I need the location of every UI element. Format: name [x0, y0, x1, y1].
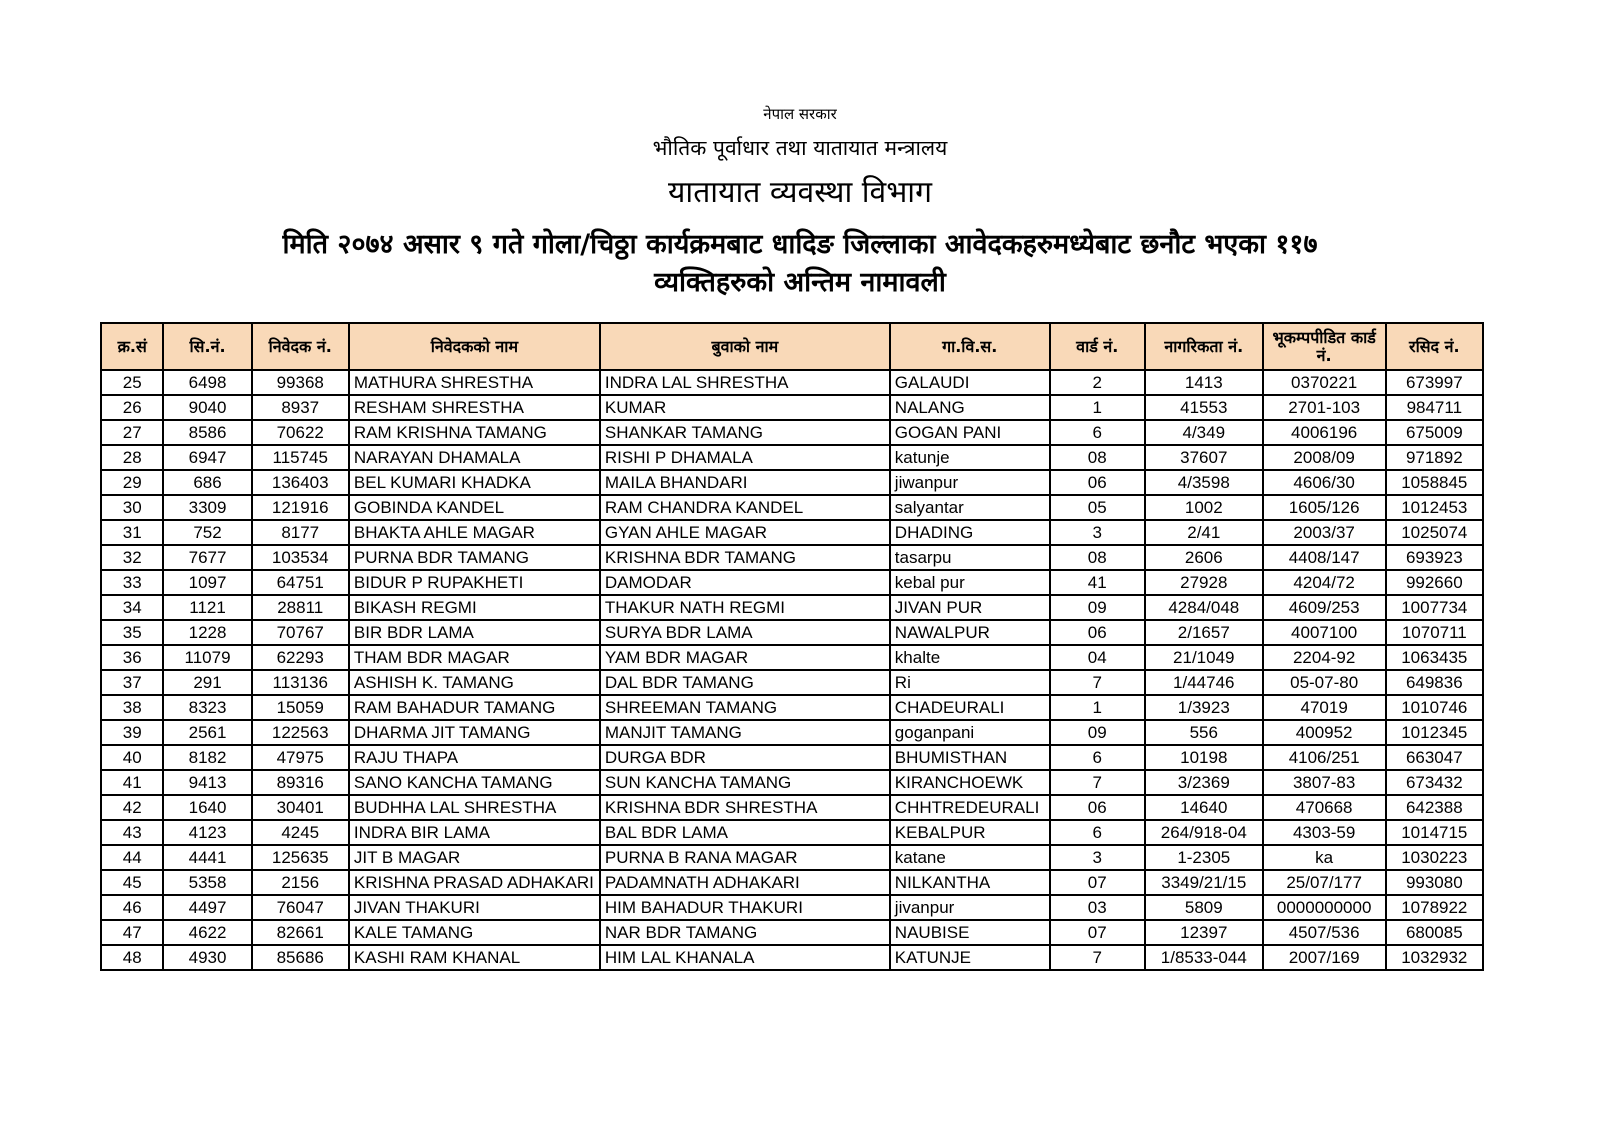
cell-applicant-no: 85686 — [252, 945, 349, 970]
cell-si-no: 4441 — [163, 845, 251, 870]
table-row — [101, 920, 1483, 945]
table-row — [101, 570, 1483, 595]
cell-citizenship-no: 14640 — [1145, 795, 1263, 820]
cell-applicant-no: 99368 — [252, 370, 349, 395]
cell-citizenship-no: 1/44746 — [1145, 670, 1263, 695]
cell-si-no: 6947 — [163, 445, 251, 470]
cell-vdc: BHUMISTHAN — [890, 745, 1050, 770]
cell-father-name: SHREEMAN TAMANG — [600, 695, 890, 720]
cell-applicant-name: BIKASH REGMI — [349, 595, 600, 620]
cell-father-name: RAM CHANDRA KANDEL — [600, 495, 890, 520]
cell-citizenship-no: 5809 — [1145, 895, 1263, 920]
cell-receipt-no: 1063435 — [1386, 645, 1483, 670]
cell-serial: 34 — [101, 595, 163, 620]
cell-vdc: CHADEURALI — [890, 695, 1050, 720]
cell-citizenship-no: 1/3923 — [1145, 695, 1263, 720]
cell-applicant-no: 64751 — [252, 570, 349, 595]
cell-receipt-no: 663047 — [1386, 745, 1483, 770]
cell-serial: 38 — [101, 695, 163, 720]
table-row — [101, 645, 1483, 670]
cell-vdc: JIVAN PUR — [890, 595, 1050, 620]
table-row — [101, 545, 1483, 570]
table-row — [101, 670, 1483, 695]
cell-applicant-name: KRISHNA PRASAD ADHAKARI — [349, 870, 600, 895]
table-row — [101, 795, 1483, 820]
cell-receipt-no: 1010746 — [1386, 695, 1483, 720]
cell-applicant-name: BEL KUMARI KHADKA — [349, 470, 600, 495]
cell-receipt-no: 1012453 — [1386, 495, 1483, 520]
cell-serial: 39 — [101, 720, 163, 745]
cell-ward-no: 3 — [1050, 520, 1145, 545]
cell-ward-no: 06 — [1050, 470, 1145, 495]
cell-applicant-name: BUDHHA LAL SHRESTHA — [349, 795, 600, 820]
cell-serial: 33 — [101, 570, 163, 595]
cell-serial: 44 — [101, 845, 163, 870]
cell-vdc: NILKANTHA — [890, 870, 1050, 895]
cell-applicant-name: BHAKTA AHLE MAGAR — [349, 520, 600, 545]
title-line-2: व्यक्तिहरुको अन्तिम नामावली — [654, 267, 946, 298]
cell-applicant-no: 89316 — [252, 770, 349, 795]
cell-citizenship-no: 10198 — [1145, 745, 1263, 770]
cell-receipt-no: 1012345 — [1386, 720, 1483, 745]
cell-earthquake-card-no: 47019 — [1263, 695, 1386, 720]
cell-earthquake-card-no: 05-07-80 — [1263, 670, 1386, 695]
cell-receipt-no: 1078922 — [1386, 895, 1483, 920]
cell-ward-no: 06 — [1050, 620, 1145, 645]
cell-father-name: PURNA B RANA MAGAR — [600, 845, 890, 870]
cell-ward-no: 05 — [1050, 495, 1145, 520]
cell-ward-no: 6 — [1050, 820, 1145, 845]
cell-vdc: NAUBISE — [890, 920, 1050, 945]
cell-ward-no: 09 — [1050, 595, 1145, 620]
cell-father-name: PADAMNATH ADHAKARI — [600, 870, 890, 895]
ministry-heading: भौतिक पूर्वाधार तथा यातायात मन्त्रालय — [652, 136, 948, 160]
cell-applicant-name: RESHAM SHRESTHA — [349, 395, 600, 420]
table-row — [101, 720, 1483, 745]
cell-father-name: BAL BDR LAMA — [600, 820, 890, 845]
cell-serial: 47 — [101, 920, 163, 945]
cell-vdc: KIRANCHOEWK — [890, 770, 1050, 795]
col-header-applicant-name: निवेदकको नाम — [349, 323, 600, 370]
cell-earthquake-card-no: 4609/253 — [1263, 595, 1386, 620]
cell-applicant-no: 70622 — [252, 420, 349, 445]
col-header-si-no: सि.नं. — [163, 323, 251, 370]
cell-father-name: GYAN AHLE MAGAR — [600, 520, 890, 545]
cell-receipt-no: 673432 — [1386, 770, 1483, 795]
cell-earthquake-card-no: 4006196 — [1263, 420, 1386, 445]
cell-receipt-no: 1030223 — [1386, 845, 1483, 870]
cell-ward-no: 3 — [1050, 845, 1145, 870]
cell-father-name: DURGA BDR — [600, 745, 890, 770]
cell-si-no: 9413 — [163, 770, 251, 795]
cell-earthquake-card-no: 2003/37 — [1263, 520, 1386, 545]
cell-receipt-no: 992660 — [1386, 570, 1483, 595]
cell-serial: 45 — [101, 870, 163, 895]
cell-si-no: 11079 — [163, 645, 251, 670]
cell-applicant-no: 121916 — [252, 495, 349, 520]
cell-applicant-name: KASHI RAM KHANAL — [349, 945, 600, 970]
col-header-serial: क्र.सं — [101, 323, 163, 370]
cell-citizenship-no: 1002 — [1145, 495, 1263, 520]
table-row — [101, 395, 1483, 420]
cell-applicant-no: 113136 — [252, 670, 349, 695]
cell-si-no: 8586 — [163, 420, 251, 445]
cell-ward-no: 41 — [1050, 570, 1145, 595]
cell-citizenship-no: 1413 — [1145, 370, 1263, 395]
col-header-ward-no: वार्ड नं. — [1050, 323, 1145, 370]
cell-applicant-no: 103534 — [252, 545, 349, 570]
cell-si-no: 1640 — [163, 795, 251, 820]
cell-citizenship-no: 21/1049 — [1145, 645, 1263, 670]
cell-applicant-no: 15059 — [252, 695, 349, 720]
cell-si-no: 1121 — [163, 595, 251, 620]
cell-serial: 31 — [101, 520, 163, 545]
cell-applicant-no: 125635 — [252, 845, 349, 870]
cell-si-no: 4497 — [163, 895, 251, 920]
cell-serial: 48 — [101, 945, 163, 970]
cell-citizenship-no: 4/3598 — [1145, 470, 1263, 495]
table-row — [101, 820, 1483, 845]
cell-father-name: INDRA LAL SHRESTHA — [600, 370, 890, 395]
cell-citizenship-no: 41553 — [1145, 395, 1263, 420]
table-row — [101, 520, 1483, 545]
cell-father-name: KRISHNA BDR SHRESTHA — [600, 795, 890, 820]
title-line-1: मिति २०७४ असार ९ गते गोला/चिठ्ठा कार्यक्रमबाट धादिङ जिल्लाका आवेदकहरुमध्येबाट छनौट भएका ११७ — [282, 229, 1318, 260]
cell-vdc: CHHTREDEURALI — [890, 795, 1050, 820]
cell-si-no: 7677 — [163, 545, 251, 570]
cell-citizenship-no: 37607 — [1145, 445, 1263, 470]
col-header-receipt-no: रसिद नं. — [1386, 323, 1483, 370]
cell-applicant-name: RAM KRISHNA TAMANG — [349, 420, 600, 445]
cell-applicant-name: ASHISH K. TAMANG — [349, 670, 600, 695]
cell-applicant-name: BIR BDR LAMA — [349, 620, 600, 645]
cell-ward-no: 6 — [1050, 420, 1145, 445]
cell-receipt-no: 1007734 — [1386, 595, 1483, 620]
cell-father-name: HIM BAHADUR THAKURI — [600, 895, 890, 920]
cell-ward-no: 1 — [1050, 695, 1145, 720]
cell-si-no: 5358 — [163, 870, 251, 895]
cell-ward-no: 07 — [1050, 870, 1145, 895]
cell-si-no: 4123 — [163, 820, 251, 845]
table-row — [101, 845, 1483, 870]
table-row — [101, 695, 1483, 720]
cell-ward-no: 04 — [1050, 645, 1145, 670]
cell-earthquake-card-no: 4606/30 — [1263, 470, 1386, 495]
cell-ward-no: 08 — [1050, 445, 1145, 470]
cell-applicant-name: DHARMA JIT TAMANG — [349, 720, 600, 745]
table-row — [101, 870, 1483, 895]
cell-vdc: tasarpu — [890, 545, 1050, 570]
cell-serial: 46 — [101, 895, 163, 920]
cell-vdc: KEBALPUR — [890, 820, 1050, 845]
table-row — [101, 370, 1483, 395]
cell-si-no: 3309 — [163, 495, 251, 520]
table-header-row — [101, 323, 1483, 370]
cell-serial: 40 — [101, 745, 163, 770]
cell-si-no: 291 — [163, 670, 251, 695]
cell-earthquake-card-no: 2007/169 — [1263, 945, 1386, 970]
cell-serial: 25 — [101, 370, 163, 395]
cell-citizenship-no: 2/41 — [1145, 520, 1263, 545]
cell-applicant-name: SANO KANCHA TAMANG — [349, 770, 600, 795]
cell-applicant-name: GOBINDA KANDEL — [349, 495, 600, 520]
col-header-father-name: बुवाको नाम — [600, 323, 890, 370]
cell-earthquake-card-no: 4408/147 — [1263, 545, 1386, 570]
cell-receipt-no: 1070711 — [1386, 620, 1483, 645]
cell-receipt-no: 693923 — [1386, 545, 1483, 570]
cell-applicant-name: MATHURA SHRESTHA — [349, 370, 600, 395]
cell-applicant-name: RAM BAHADUR TAMANG — [349, 695, 600, 720]
cell-citizenship-no: 1-2305 — [1145, 845, 1263, 870]
cell-ward-no: 7 — [1050, 945, 1145, 970]
table-row — [101, 595, 1483, 620]
cell-receipt-no: 680085 — [1386, 920, 1483, 945]
cell-ward-no: 09 — [1050, 720, 1145, 745]
cell-si-no: 8323 — [163, 695, 251, 720]
cell-applicant-no: 136403 — [252, 470, 349, 495]
cell-earthquake-card-no: 2008/09 — [1263, 445, 1386, 470]
table-row — [101, 620, 1483, 645]
cell-father-name: RISHI P DHAMALA — [600, 445, 890, 470]
cell-citizenship-no: 3/2369 — [1145, 770, 1263, 795]
cell-earthquake-card-no: 470668 — [1263, 795, 1386, 820]
cell-applicant-name: JIVAN THAKURI — [349, 895, 600, 920]
cell-receipt-no: 1058845 — [1386, 470, 1483, 495]
cell-father-name: KRISHNA BDR TAMANG — [600, 545, 890, 570]
cell-vdc: katane — [890, 845, 1050, 870]
cell-citizenship-no: 264/918-04 — [1145, 820, 1263, 845]
cell-receipt-no: 971892 — [1386, 445, 1483, 470]
cell-applicant-name: KALE TAMANG — [349, 920, 600, 945]
cell-applicant-name: THAM BDR MAGAR — [349, 645, 600, 670]
cell-citizenship-no: 1/8533-044 — [1145, 945, 1263, 970]
table-row — [101, 745, 1483, 770]
cell-serial: 35 — [101, 620, 163, 645]
cell-earthquake-card-no: 4007100 — [1263, 620, 1386, 645]
table-row — [101, 470, 1483, 495]
government-heading: नेपाल सरकार — [763, 105, 837, 123]
cell-applicant-no: 4245 — [252, 820, 349, 845]
cell-applicant-no: 122563 — [252, 720, 349, 745]
cell-receipt-no: 993080 — [1386, 870, 1483, 895]
cell-father-name: SURYA BDR LAMA — [600, 620, 890, 645]
cell-earthquake-card-no: 0370221 — [1263, 370, 1386, 395]
cell-earthquake-card-no: 2701-103 — [1263, 395, 1386, 420]
cell-applicant-no: 8177 — [252, 520, 349, 545]
cell-serial: 42 — [101, 795, 163, 820]
table-row — [101, 895, 1483, 920]
cell-applicant-name: NARAYAN DHAMALA — [349, 445, 600, 470]
cell-father-name: SUN KANCHA TAMANG — [600, 770, 890, 795]
cell-receipt-no: 1032932 — [1386, 945, 1483, 970]
cell-ward-no: 1 — [1050, 395, 1145, 420]
cell-si-no: 1097 — [163, 570, 251, 595]
cell-si-no: 4622 — [163, 920, 251, 945]
cell-vdc: goganpani — [890, 720, 1050, 745]
cell-vdc: salyantar — [890, 495, 1050, 520]
cell-serial: 36 — [101, 645, 163, 670]
cell-vdc: NAWALPUR — [890, 620, 1050, 645]
cell-applicant-no: 76047 — [252, 895, 349, 920]
applicant-list-table — [100, 322, 1484, 971]
cell-ward-no: 2 — [1050, 370, 1145, 395]
col-header-earthquake-card-no: भूकम्पपीडित कार्ड नं. — [1263, 323, 1386, 370]
cell-receipt-no: 1014715 — [1386, 820, 1483, 845]
cell-ward-no: 6 — [1050, 745, 1145, 770]
cell-father-name: MAILA BHANDARI — [600, 470, 890, 495]
cell-applicant-no: 30401 — [252, 795, 349, 820]
cell-ward-no: 7 — [1050, 770, 1145, 795]
cell-applicant-no: 70767 — [252, 620, 349, 645]
cell-si-no: 752 — [163, 520, 251, 545]
cell-serial: 28 — [101, 445, 163, 470]
cell-serial: 29 — [101, 470, 163, 495]
cell-father-name: NAR BDR TAMANG — [600, 920, 890, 945]
table-row — [101, 945, 1483, 970]
cell-citizenship-no: 4/349 — [1145, 420, 1263, 445]
table-row — [101, 420, 1483, 445]
document-title — [0, 226, 1600, 302]
col-header-applicant-no: निवेदक नं. — [252, 323, 349, 370]
cell-vdc: NALANG — [890, 395, 1050, 420]
cell-earthquake-card-no: ka — [1263, 845, 1386, 870]
cell-vdc: kebal pur — [890, 570, 1050, 595]
cell-citizenship-no: 556 — [1145, 720, 1263, 745]
cell-receipt-no: 984711 — [1386, 395, 1483, 420]
table-row — [101, 495, 1483, 520]
cell-vdc: Ri — [890, 670, 1050, 695]
cell-father-name: YAM BDR MAGAR — [600, 645, 890, 670]
cell-earthquake-card-no: 4204/72 — [1263, 570, 1386, 595]
cell-vdc: katunje — [890, 445, 1050, 470]
cell-si-no: 8182 — [163, 745, 251, 770]
cell-ward-no: 07 — [1050, 920, 1145, 945]
cell-earthquake-card-no: 2204-92 — [1263, 645, 1386, 670]
cell-serial: 32 — [101, 545, 163, 570]
cell-earthquake-card-no: 4507/536 — [1263, 920, 1386, 945]
col-header-vdc: गा.वि.स. — [890, 323, 1050, 370]
cell-applicant-no: 2156 — [252, 870, 349, 895]
cell-receipt-no: 673997 — [1386, 370, 1483, 395]
cell-si-no: 686 — [163, 470, 251, 495]
cell-ward-no: 06 — [1050, 795, 1145, 820]
table-row — [101, 770, 1483, 795]
cell-serial: 43 — [101, 820, 163, 845]
cell-si-no: 1228 — [163, 620, 251, 645]
cell-earthquake-card-no: 400952 — [1263, 720, 1386, 745]
cell-citizenship-no: 2/1657 — [1145, 620, 1263, 645]
cell-vdc: khalte — [890, 645, 1050, 670]
cell-citizenship-no: 4284/048 — [1145, 595, 1263, 620]
cell-father-name: KUMAR — [600, 395, 890, 420]
cell-si-no: 4930 — [163, 945, 251, 970]
cell-father-name: DAMODAR — [600, 570, 890, 595]
cell-earthquake-card-no: 1605/126 — [1263, 495, 1386, 520]
cell-ward-no: 03 — [1050, 895, 1145, 920]
cell-receipt-no: 649836 — [1386, 670, 1483, 695]
cell-vdc: DHADING — [890, 520, 1050, 545]
cell-vdc: jiwanpur — [890, 470, 1050, 495]
cell-applicant-name: PURNA BDR TAMANG — [349, 545, 600, 570]
cell-si-no: 2561 — [163, 720, 251, 745]
cell-earthquake-card-no: 0000000000 — [1263, 895, 1386, 920]
cell-earthquake-card-no: 25/07/177 — [1263, 870, 1386, 895]
cell-citizenship-no: 3349/21/15 — [1145, 870, 1263, 895]
cell-vdc: jivanpur — [890, 895, 1050, 920]
cell-receipt-no: 642388 — [1386, 795, 1483, 820]
cell-father-name: SHANKAR TAMANG — [600, 420, 890, 445]
cell-earthquake-card-no: 4106/251 — [1263, 745, 1386, 770]
cell-receipt-no: 1025074 — [1386, 520, 1483, 545]
cell-applicant-name: JIT B MAGAR — [349, 845, 600, 870]
cell-applicant-name: INDRA BIR LAMA — [349, 820, 600, 845]
cell-si-no: 6498 — [163, 370, 251, 395]
cell-serial: 27 — [101, 420, 163, 445]
cell-applicant-no: 28811 — [252, 595, 349, 620]
cell-citizenship-no: 27928 — [1145, 570, 1263, 595]
cell-earthquake-card-no: 3807-83 — [1263, 770, 1386, 795]
cell-citizenship-no: 2606 — [1145, 545, 1263, 570]
cell-si-no: 9040 — [163, 395, 251, 420]
cell-vdc: KATUNJE — [890, 945, 1050, 970]
cell-serial: 37 — [101, 670, 163, 695]
cell-receipt-no: 675009 — [1386, 420, 1483, 445]
cell-father-name: MANJIT TAMANG — [600, 720, 890, 745]
table-row — [101, 445, 1483, 470]
cell-vdc: GALAUDI — [890, 370, 1050, 395]
cell-applicant-no: 82661 — [252, 920, 349, 945]
cell-serial: 26 — [101, 395, 163, 420]
department-heading: यातायात व्यवस्था विभाग — [668, 175, 932, 210]
cell-applicant-no: 115745 — [252, 445, 349, 470]
cell-applicant-no: 47975 — [252, 745, 349, 770]
cell-applicant-no: 8937 — [252, 395, 349, 420]
cell-serial: 30 — [101, 495, 163, 520]
cell-ward-no: 7 — [1050, 670, 1145, 695]
cell-applicant-no: 62293 — [252, 645, 349, 670]
cell-serial: 41 — [101, 770, 163, 795]
col-header-citizenship-no: नागरिकता नं. — [1145, 323, 1263, 370]
cell-vdc: GOGAN PANI — [890, 420, 1050, 445]
cell-ward-no: 08 — [1050, 545, 1145, 570]
cell-earthquake-card-no: 4303-59 — [1263, 820, 1386, 845]
cell-applicant-name: BIDUR P RUPAKHETI — [349, 570, 600, 595]
cell-father-name: THAKUR NATH REGMI — [600, 595, 890, 620]
cell-father-name: DAL BDR TAMANG — [600, 670, 890, 695]
cell-applicant-name: RAJU THAPA — [349, 745, 600, 770]
cell-citizenship-no: 12397 — [1145, 920, 1263, 945]
cell-father-name: HIM LAL KHANALA — [600, 945, 890, 970]
